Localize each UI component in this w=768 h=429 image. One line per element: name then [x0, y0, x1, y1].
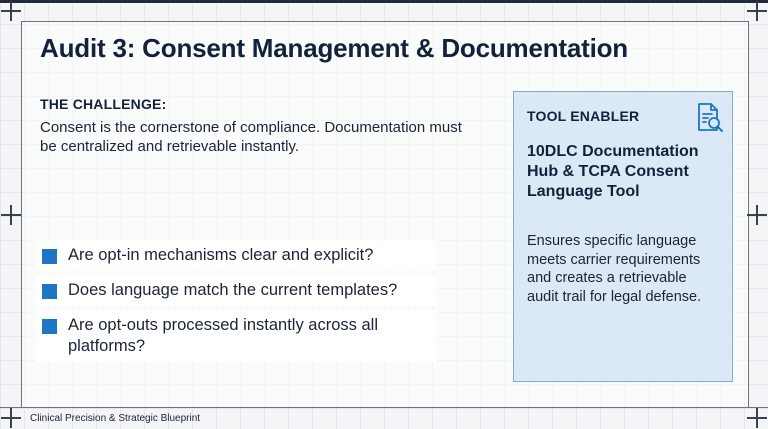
question-text: Are opt-in mechanisms clear and explicit? [68, 246, 374, 264]
crosshair-mark [747, 408, 767, 428]
tool-description: Ensures specific language meets carrier requirements and creates a retrievable audit trail for legal defense. [527, 233, 702, 305]
tool-name: 10DLC Documentation Hub & TCPA Consent Language Tool [527, 143, 699, 200]
tool-enabler-card [513, 91, 733, 382]
top-bar [0, 0, 768, 3]
square-bullet-icon [42, 319, 57, 334]
audit-questions-list [36, 240, 436, 366]
challenge-heading: THE CHALLENGE: [40, 96, 167, 112]
crosshair-mark [747, 1, 767, 21]
crosshair-mark [1, 408, 21, 428]
document-search-icon [692, 101, 726, 135]
crosshair-mark [1, 205, 21, 225]
footer-text: Clinical Precision & Strategic Blueprint [30, 413, 201, 424]
crosshair-mark [1, 1, 21, 21]
question-item [36, 310, 436, 362]
tool-enabler-label: TOOL ENABLER [527, 108, 640, 124]
challenge-text: Consent is the cornerstone of compliance. Documentation must be centralized and retrievable instantly. [40, 119, 462, 155]
question-text: Does language match the current templates? [68, 281, 398, 299]
square-bullet-icon [42, 284, 57, 299]
slide-title: Audit 3: Consent Management & Documentation [40, 33, 628, 63]
square-bullet-icon [42, 249, 57, 264]
crosshair-mark [747, 205, 767, 225]
footer-divider [0, 407, 768, 408]
question-item [36, 240, 436, 271]
question-text: Are opt-outs processed instantly across all platforms? [68, 316, 378, 355]
question-item [36, 275, 436, 306]
